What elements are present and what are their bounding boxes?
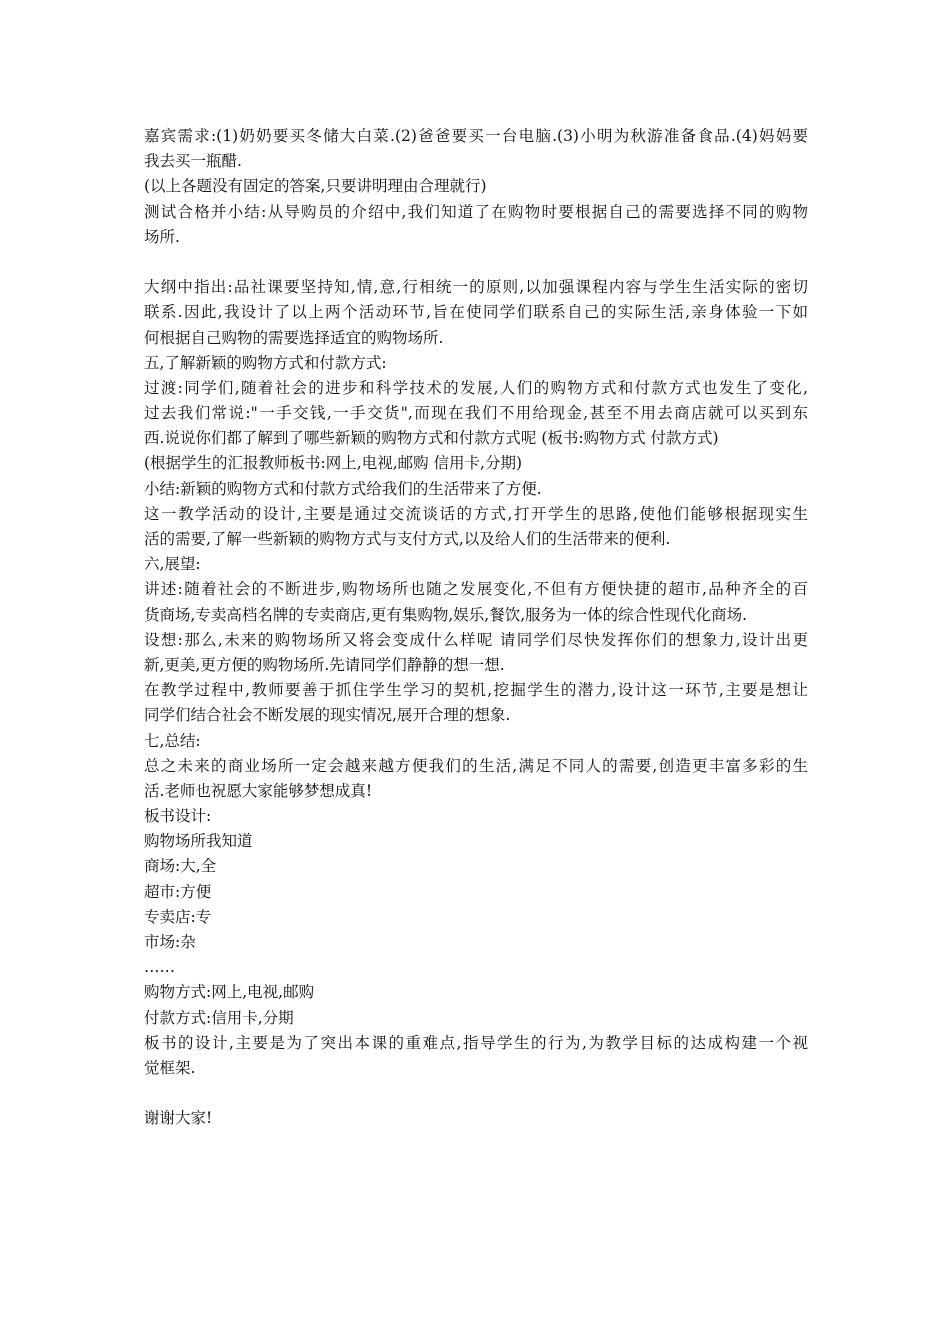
- closing-line: 谢谢大家!: [144, 1109, 213, 1128]
- text-line: 我去买一瓶醋.: [144, 152, 242, 171]
- text-line: 总之未来的商业场所一定会越来越方便我们的生活,满足不同人的需要,创造更丰富多彩的生: [144, 756, 808, 775]
- text-line: 联系.因此,我设计了以上两个活动环节,旨在使同学们联系自己的实际生活,亲身体验一下如: [144, 303, 808, 322]
- text-line: 活的需要,了解一些新颖的购物方式与支付方式,以及给人们的生活带来的便利.: [144, 530, 671, 548]
- text-line: 嘉宾需求:(1)奶奶要买冬储大白菜.(2)爸爸要买一台电脑.(3)小明为秋游准备食品.(4)妈妈要: [144, 127, 808, 145]
- blank-line: [144, 250, 808, 275]
- board-item: 付款方式:信用卡,分期: [144, 1008, 294, 1027]
- text-line: 新,更美,更方便的购物场所.先请同学们静静的想一想.: [144, 655, 505, 674]
- text-line: 西.说说你们都了解到了哪些新颖的购物方式和付款方式呢 (板书:购物方式 付款方式): [144, 429, 719, 448]
- section-heading: 六,展望:: [144, 555, 201, 574]
- section-heading: 五,了解新颖的购物方式和付款方式:: [144, 353, 387, 372]
- board-item: 购物场所我知道: [144, 832, 253, 851]
- text-line: 货商场,专卖高档名牌的专卖商店,更有集购物,娱乐,餐饮,服务为一体的综合性现代化商场.: [144, 605, 748, 624]
- text-line: 同学们结合社会不断发展的现实情况,展开合理的想象.: [144, 706, 511, 725]
- text-line: 场所.: [144, 227, 180, 246]
- text-line: 小结:新颖的购物方式和付款方式给我们的生活带来了方便.: [144, 479, 542, 498]
- text-line: 觉框架.: [144, 1058, 196, 1077]
- blank-line: [144, 1081, 808, 1106]
- text-line: 讲述:随着社会的不断进步,购物场所也随之发展变化,不但有方便快捷的超市,品种齐全的百: [144, 580, 808, 599]
- board-item: 商场:大,全: [144, 857, 217, 876]
- text-line: 这一教学活动的设计,主要是通过交流谈话的方式,打开学生的思路,使他们能够根据现实生: [144, 504, 808, 523]
- text-line: 测试合格并小结:从导购员的介绍中,我们知道了在购物时要根据自己的需要选择不同的购物: [144, 202, 808, 221]
- board-item: 市场:杂: [144, 933, 196, 951]
- section-heading: 板书设计:: [144, 807, 212, 826]
- board-item: 购物方式:网上,电视,邮购: [144, 983, 315, 1002]
- board-item: 专卖店:专: [144, 907, 212, 926]
- section-heading: 七,总结:: [144, 731, 201, 750]
- text-line: 板书的设计,主要是为了突出本课的重难点,指导学生的行为,为教学目标的达成构建一个视: [144, 1033, 808, 1052]
- text-line: 何根据自己购物的需要选择适宜的购物场所.: [144, 328, 444, 347]
- text-line: 设想:那么,未来的购物场所又将会变成什么样呢 请同学们尽快发挥你们的想象力,设计出更: [144, 630, 808, 649]
- text-line: (以上各题没有固定的答案,只要讲明理由合理就行): [144, 177, 487, 196]
- text-line: 活.老师也祝愿大家能够梦想成真!: [144, 781, 373, 800]
- text-line: 过渡:同学们,随着社会的进步和科学技术的发展,人们的购物方式和付款方式也发生了变化,: [144, 378, 808, 397]
- text-line: (根据学生的汇报教师板书:网上,电视,邮购 信用卡,分期): [144, 454, 523, 473]
- text-line: 大纲中指出:品社课要坚持知,情,意,行相统一的原则,以加强课程内容与学生生活实际的密切: [144, 278, 808, 297]
- text-line: 在教学过程中,教师要善于抓住学生学习的契机,挖掘学生的潜力,设计这一环节,主要是想让: [144, 681, 808, 700]
- text-line: 过去我们常说:"一手交钱,一手交货",而现在我们不用给现金,甚至不用去商店就可以买到东: [144, 404, 808, 423]
- board-item: ……: [144, 958, 175, 977]
- board-item: 超市:方便: [144, 882, 212, 901]
- document-body: [144, 124, 808, 1132]
